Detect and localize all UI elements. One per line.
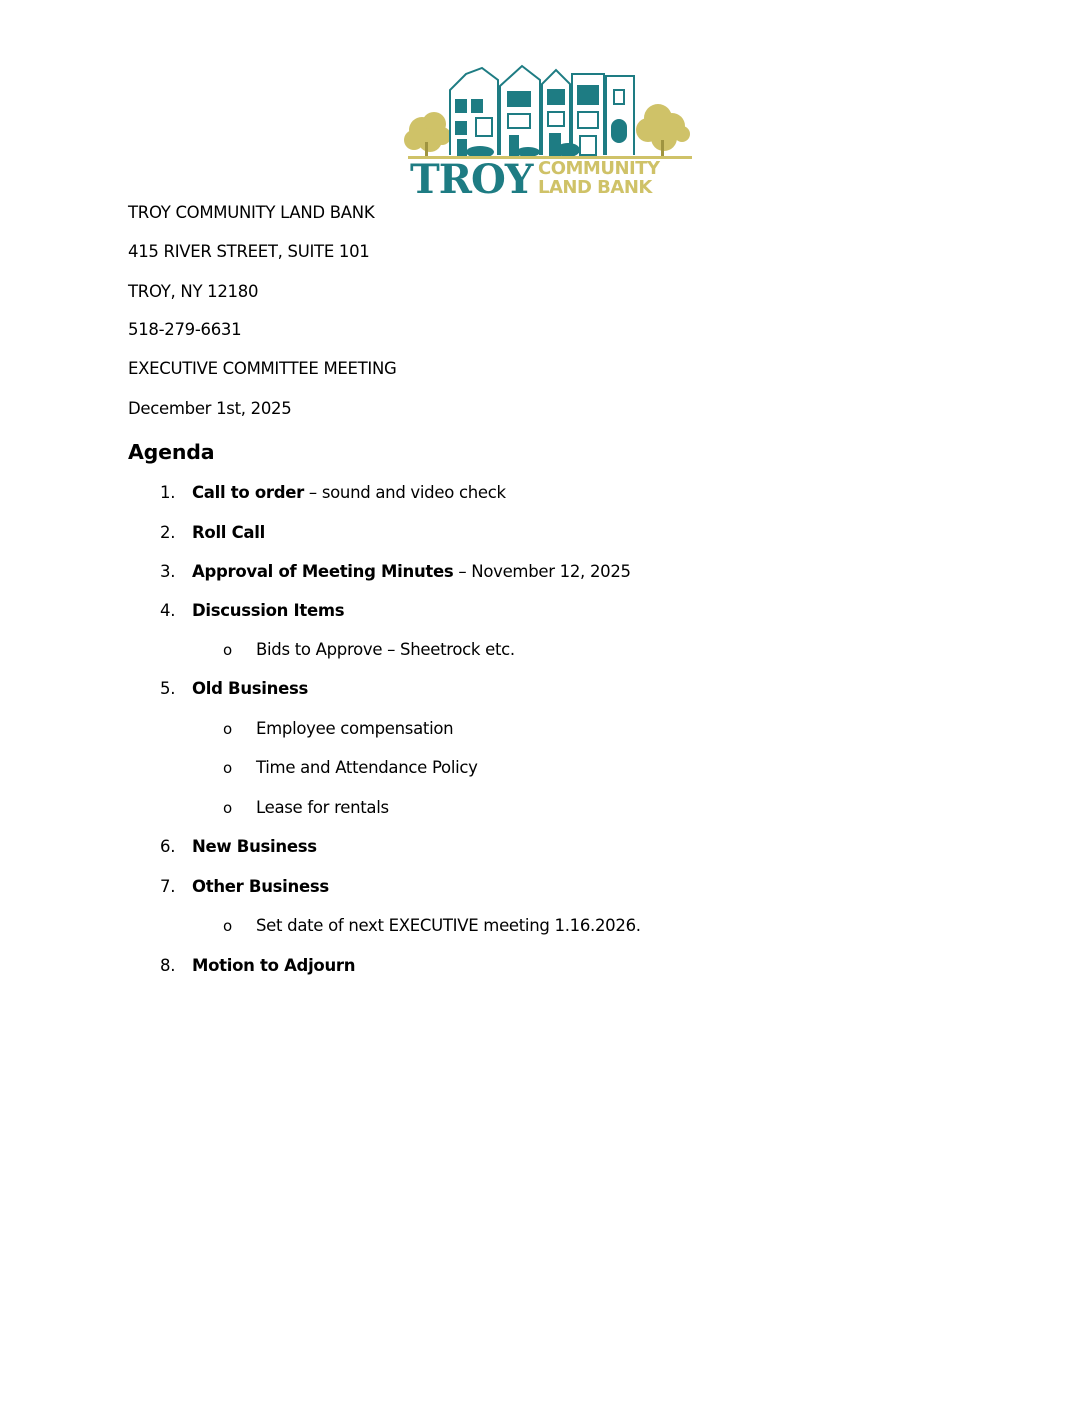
agenda-subitem-text: Set date of next EXECUTIVE meeting 1.16.2026. xyxy=(256,916,641,935)
meeting-date: December 1st, 2025 xyxy=(128,399,292,418)
agenda-item-text xyxy=(192,837,317,857)
agenda-item-number: 8. xyxy=(160,956,176,975)
agenda-item-number: 4. xyxy=(160,601,176,620)
city-state-zip: TROY, NY 12180 xyxy=(128,282,259,301)
sub-bullet-icon: o xyxy=(223,917,232,935)
row-houses-icon xyxy=(450,66,634,155)
sub-bullet-icon: o xyxy=(223,759,232,777)
agenda-subitem-text: Employee compensation xyxy=(256,719,454,738)
address-line: 415 RIVER STREET, SUITE 101 xyxy=(128,242,370,261)
agenda-item-heading: New Business xyxy=(192,837,317,856)
logo-wordmark-land-bank: LAND BANK xyxy=(538,177,652,198)
agenda-item-detail: – sound and video check xyxy=(303,483,506,502)
phone-number: 518-279-6631 xyxy=(128,320,242,339)
agenda-item-text xyxy=(192,483,506,503)
agenda-item-text xyxy=(192,562,631,582)
logo-wordmark-troy: TROY xyxy=(410,156,533,200)
sub-bullet-icon: o xyxy=(223,799,232,817)
agenda-item-text xyxy=(192,679,308,699)
agenda-item-heading: Other Business xyxy=(192,877,329,896)
agenda-item-number: 1. xyxy=(160,483,176,502)
agenda-item-detail: – November 12, 2025 xyxy=(453,562,631,581)
agenda-item-heading: Old Business xyxy=(192,679,309,698)
agenda-title: Agenda xyxy=(128,440,215,464)
agenda-item-heading: Approval of Meeting Minutes xyxy=(192,562,454,581)
sub-bullet-icon: o xyxy=(223,720,232,738)
right-tree-icon xyxy=(636,104,690,158)
logo-wordmark-community: COMMUNITY xyxy=(538,158,660,179)
sub-bullet-icon: o xyxy=(223,641,232,659)
agenda-item-number: 7. xyxy=(160,877,176,896)
meeting-name: EXECUTIVE COMMITTEE MEETING xyxy=(128,359,397,378)
agenda-item-text xyxy=(192,601,344,621)
troy-land-bank-logo xyxy=(400,60,692,200)
agenda-subitem-text: Lease for rentals xyxy=(256,798,389,817)
logo-artwork xyxy=(400,60,692,200)
agenda-item-heading: Motion to Adjourn xyxy=(192,956,356,975)
agenda-subitem-text: Bids to Approve – Sheetrock etc. xyxy=(256,640,515,659)
agenda-item-number: 6. xyxy=(160,837,176,856)
agenda-item-text xyxy=(192,877,329,897)
agenda-item-text xyxy=(192,523,265,543)
agenda-item-heading: Call to order xyxy=(192,483,304,502)
agenda-item-text xyxy=(192,956,355,976)
left-tree-icon xyxy=(404,112,451,158)
agenda-item-number: 5. xyxy=(160,679,176,698)
agenda-item-number: 2. xyxy=(160,523,176,542)
agenda-item-heading: Discussion Items xyxy=(192,601,345,620)
agenda-subitem-text: Time and Attendance Policy xyxy=(256,758,478,777)
agenda-item-number: 3. xyxy=(160,562,176,581)
org-name: TROY COMMUNITY LAND BANK xyxy=(128,203,375,222)
agenda-item-heading: Roll Call xyxy=(192,523,265,542)
